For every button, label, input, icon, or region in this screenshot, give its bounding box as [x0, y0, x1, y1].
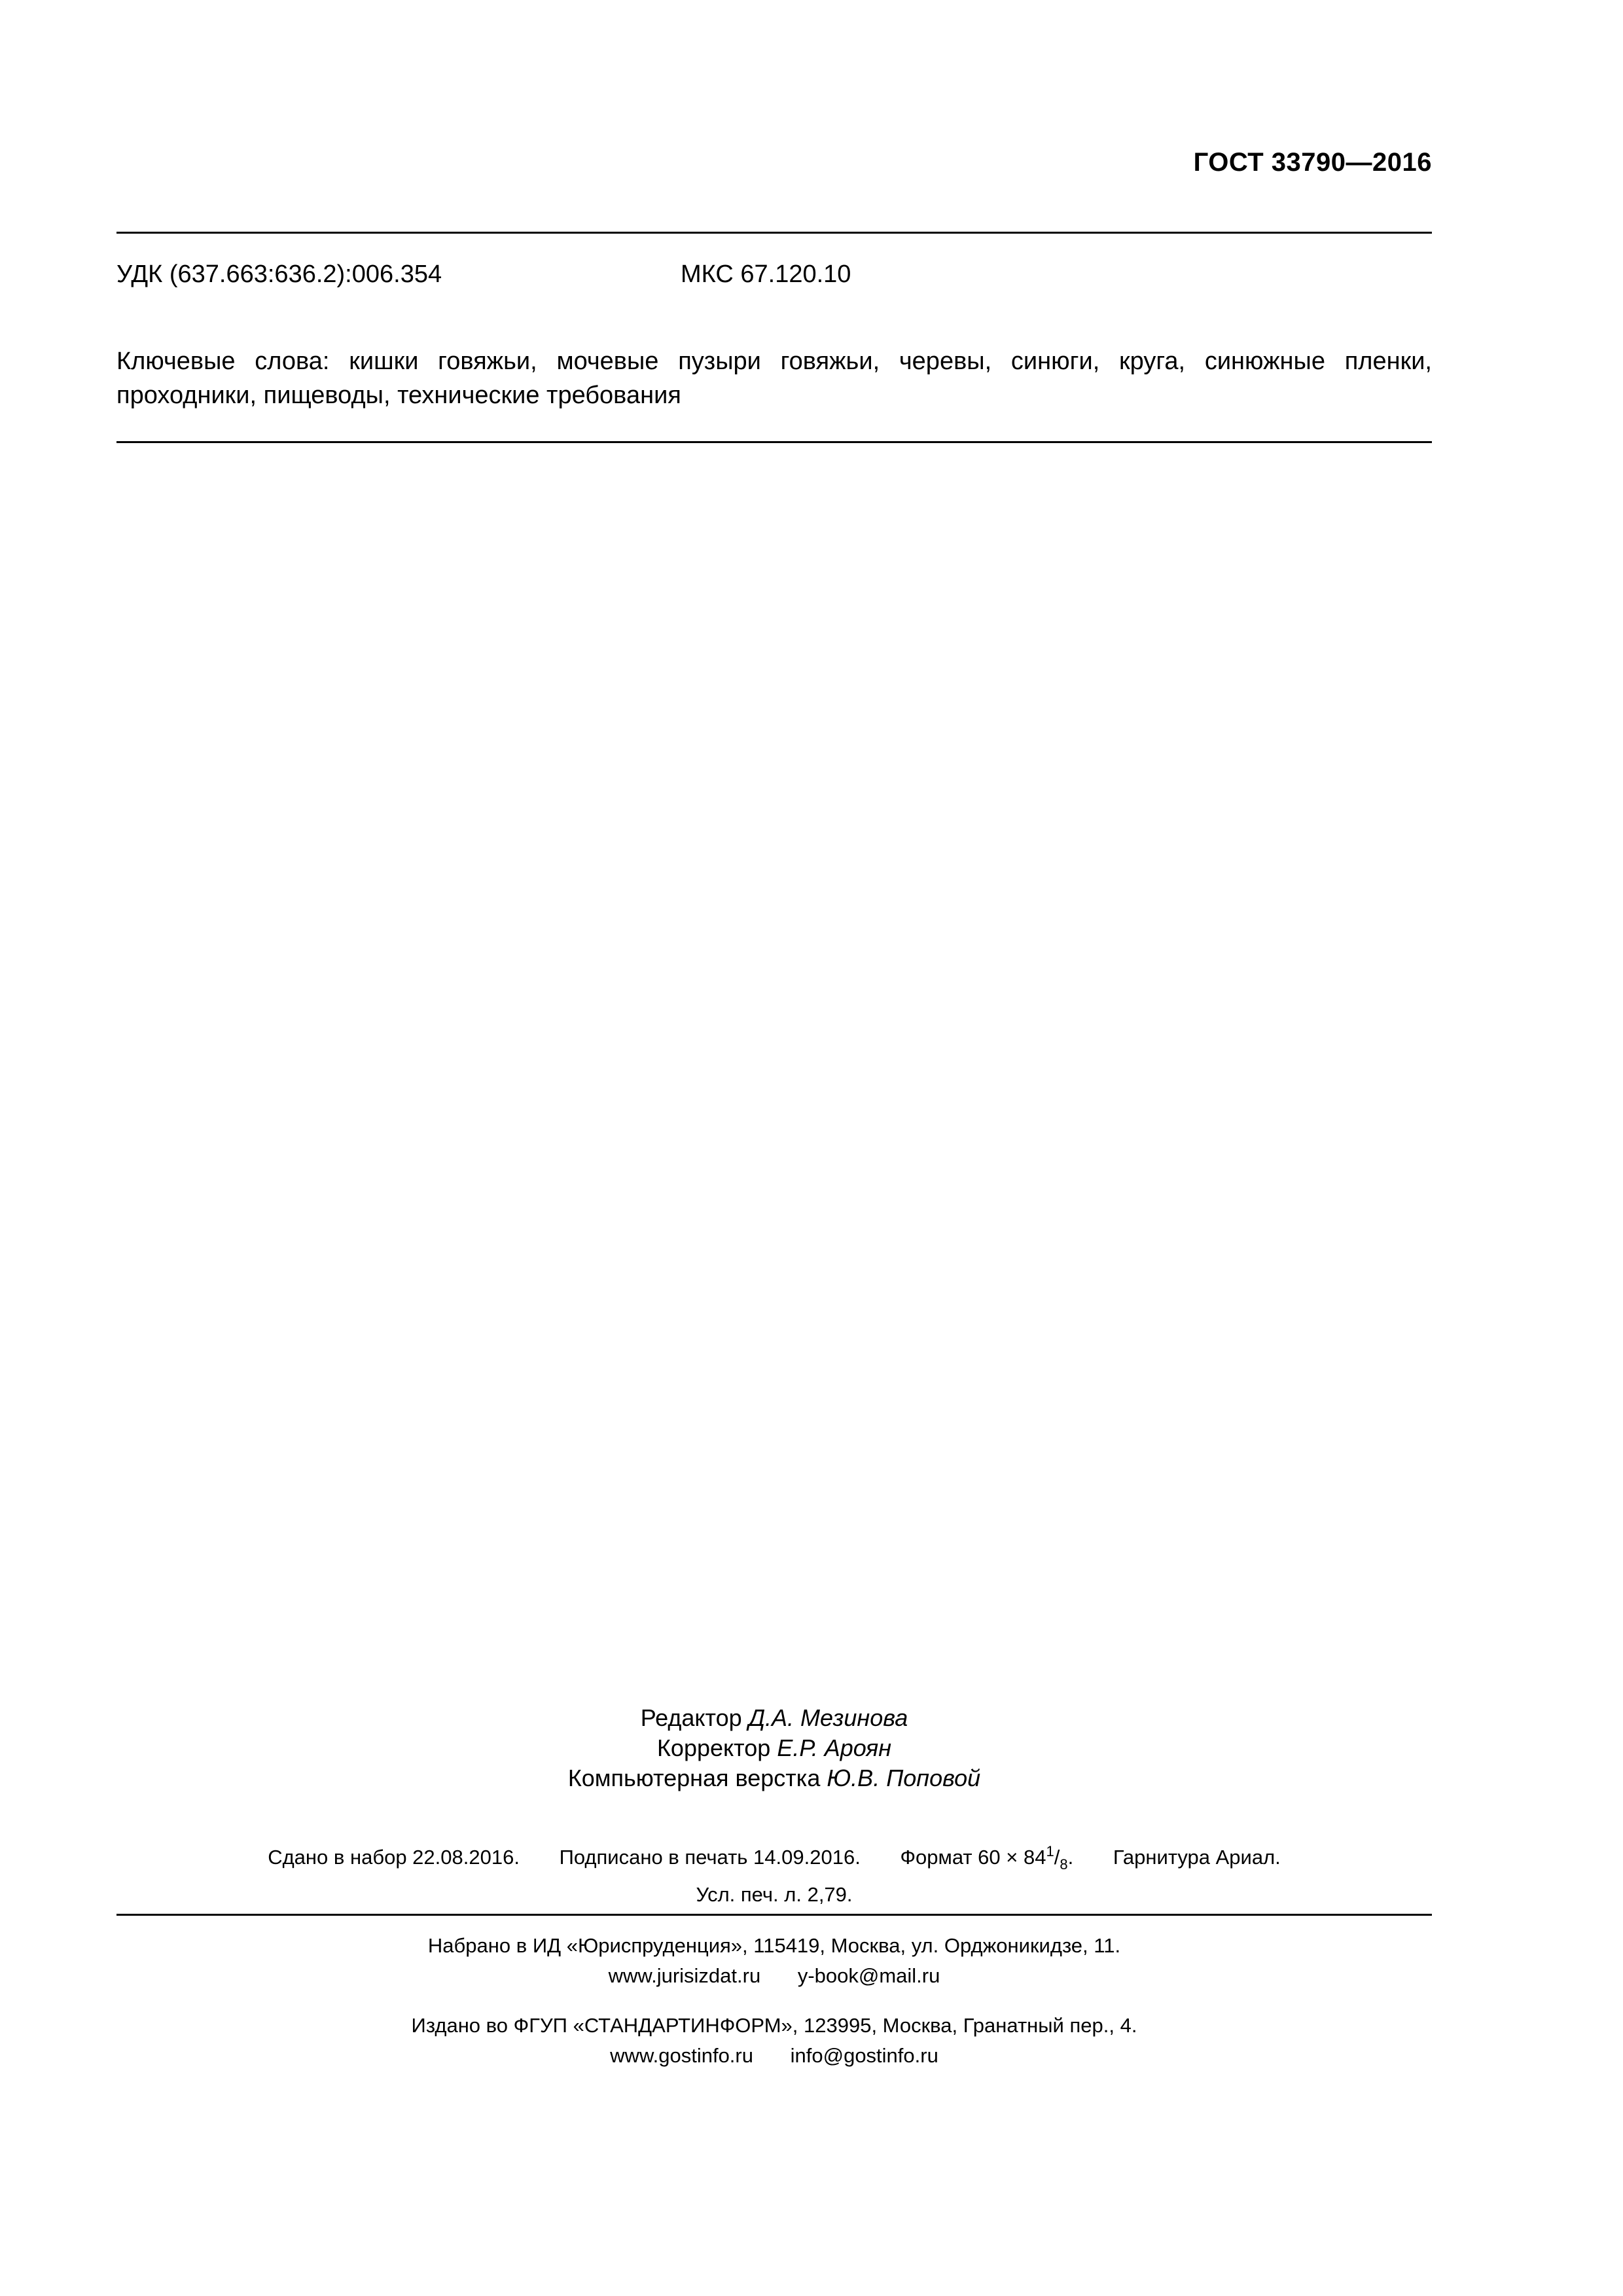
editor-line: [116, 1703, 1432, 1733]
print-info-line: [116, 1837, 1432, 1880]
publisher-website: www.gostinfo.ru: [610, 2044, 753, 2067]
proofreader-name: Е.Р. Ароян: [777, 1734, 892, 1761]
editor-name: Д.А. Мезинова: [748, 1704, 908, 1731]
standard-code: ГОСТ 33790—2016: [1193, 148, 1432, 177]
signed-date: Подписано в печать 14.09.2016.: [559, 1846, 861, 1869]
format-slash: /: [1054, 1846, 1060, 1869]
publisher-address: Издано во ФГУП «СТАНДАРТИНФОРМ», 123995, Москва, Гранатный пер., 4.: [411, 2014, 1137, 2037]
divider-top: [116, 232, 1432, 234]
publisher-email: info@gostinfo.ru: [790, 2044, 938, 2067]
format-prefix: Формат 60 × 84: [900, 1846, 1046, 1869]
udk-code: УДК (637.663:636.2):006.354: [116, 260, 442, 288]
typesetter-email: y-book@mail.ru: [797, 1964, 940, 1987]
publisher-block: [116, 2011, 1432, 2071]
typesetter-address: Набрано в ИД «Юриспруденция», 115419, Москва, ул. Орджоникидзе, 11.: [427, 1934, 1121, 1957]
typesetter-block: [116, 1931, 1432, 1991]
format-denominator: 8: [1060, 1856, 1068, 1873]
typesetter-website: www.jurisizdat.ru: [608, 1964, 761, 1987]
format-numerator: 1: [1046, 1843, 1054, 1859]
typesetter-contacts: [116, 1961, 1432, 1991]
proofreader-label: Корректор: [656, 1734, 771, 1761]
layout-label: Компьютерная верстка: [567, 1765, 821, 1791]
credits-block: [116, 1703, 1432, 1793]
layout-line: [116, 1763, 1432, 1793]
mks-code: МКС 67.120.10: [681, 260, 851, 288]
keywords-paragraph: Ключевые слова: кишки говяжьи, мочевые пузыри говяжьи, черевы, синюги, круга, синюжные пленки, проходники, пищеводы, технические требования: [116, 348, 1432, 409]
format-suffix: .: [1067, 1846, 1074, 1869]
divider-bottom: [116, 1914, 1432, 1916]
publisher-contacts: [116, 2041, 1432, 2071]
editor-label: Редактор: [640, 1704, 742, 1731]
print-info-block: [116, 1837, 1432, 1910]
submitted-date: Сдано в набор 22.08.2016.: [268, 1846, 520, 1869]
divider-keywords: [116, 441, 1432, 443]
printed-sheets: Усл. печ. л. 2,79.: [696, 1883, 853, 1906]
layout-name: Ю.В. Поповой: [827, 1765, 981, 1791]
proofreader-line: [116, 1733, 1432, 1763]
paper-format: [900, 1837, 1073, 1880]
typeface: Гарнитура Ариал.: [1113, 1846, 1281, 1869]
